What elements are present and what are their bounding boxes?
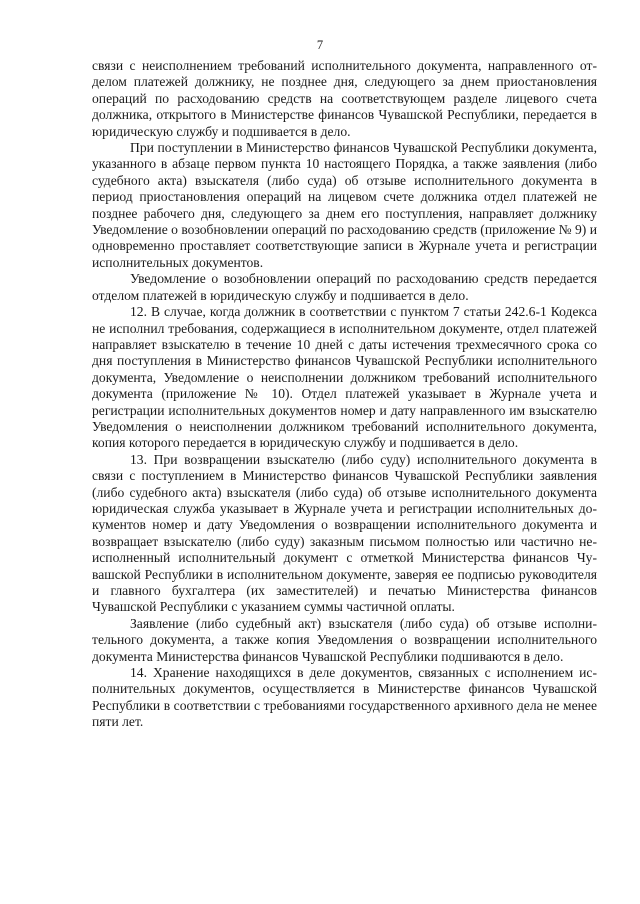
paragraph-clause-13: 13. При возвращении взыскателю (либо суду) исполнительного документа в связи с поступлением в Министерство финансов Чувашской Республики заявления (либо судебного акта) взыскателя (либо суда) об отзыве исполнительного документа юридическая служба указывает в Журнале учета и регистрации исполнительных документов номер и дату Уведомления о возвращении исполнительного документа и возвращает взыскателю (либо суду) заказным письмом полностью или частично неисполненный исполнительный документ с отметкой Министерства финансов Чувашской Республики в исполнительном документе, заверяя ее подписью руководителя и главного бухгалтера (их заместителей) и печатью Министерства финансов Чувашской Республики с указанием суммы частичной оплаты. — [92, 451, 597, 615]
paragraph-clause-14: 14. Хранение находящихся в деле документов, связанных с исполнением исполнительных документов, осуществляется в Министерстве финансов Чувашской Республики в соответствии с требованиями государственного архивного дела не менее пяти лет. — [92, 665, 597, 730]
paragraph-resumption-notice: Уведомление о возобновлении операций по расходованию средств передается отделом платежей в юридическую службу и подшивается в дело. — [92, 271, 597, 303]
paragraph-withdrawal-filing: Заявление (либо судебный акт) взыскателя (либо суда) об отзыве исполнительного документа, а также копия Уведомления о возвращении исполнительного документа Министерства финансов Чувашской Республики подшиваются в дело. — [92, 615, 597, 664]
paragraph-clause-12: 12. В случае, когда должник в соответствии с пунктом 7 статьи 242.6-1 Кодекса не исполнил требования, содержащиеся в исполнительном документе, отдел платежей направляет взыскателю в течение 10 дней с даты истечения трехмесячного срока со дня поступления в Министерство финансов Чувашской Республики исполнительного документа, Уведомление о неисполнении должником требований исполнительного документа (приложение № 10). Отдел платежей указывает в Журнале учета и регистрации исполнительных документов номер и дату направленного им взыскателю Уведомления о неисполнении должником требований исполнительного документа, копия которого передается в юридическую службу и подшивается в дело. — [92, 304, 597, 451]
paragraph-resumption-receipt: При поступлении в Министерство финансов Чувашской Республики документа, указанного в абзаце первом пункта 10 настоящего Порядка, а также заявления (либо судебного акта) взыскателя (либо суда) об отзыве исполнительного документа в период приостановления операций на лицевом счете должника отдел платежей не позднее рабочего дня, следующего за днем его поступления, направляет должнику Уведомление о возобновлении операций по расходованию средств (приложение № 9) и одновременно проставляет соответствующие записи в Журнале учета и регистрации исполнительных документов. — [92, 140, 597, 270]
page-number: 7 — [316, 38, 324, 52]
document-body — [92, 58, 597, 731]
paragraph-continuation: связи с неисполнением требований исполнительного документа, направленного отделом платежей должнику, не позднее дня, следующего за днем приостановления операций по расходованию средств на соответствующем разделе лицевого счета должника, открытого в Министерстве финансов Чувашской Республики, передается в юридическую службу и подшивается в дело. — [92, 58, 597, 139]
